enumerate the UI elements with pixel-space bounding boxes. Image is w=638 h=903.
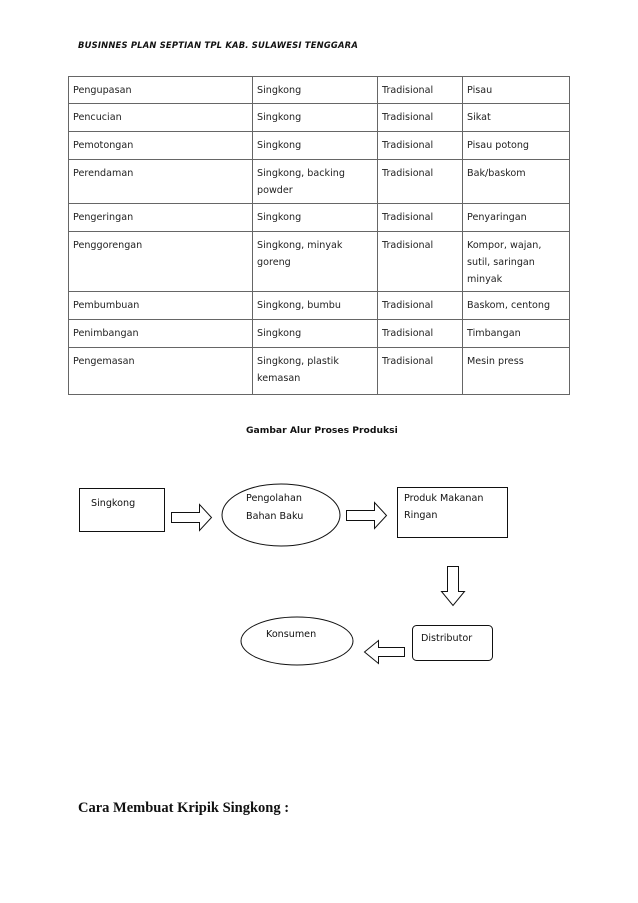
table-cell-tool: Baskom, centong <box>463 292 570 320</box>
table-cell-material: Singkong, bumbu <box>253 292 378 320</box>
table-cell-method: Tradisional <box>378 132 463 160</box>
table-cell-process: Pemotongan <box>69 132 253 160</box>
table-cell-material: Singkong, backing powder <box>253 160 378 204</box>
table-cell-process: Pengupasan <box>69 77 253 104</box>
node-label-konsumen: Konsumen <box>266 629 317 640</box>
table-cell-material: Singkong <box>253 104 378 132</box>
table-cell-method: Tradisional <box>378 104 463 132</box>
arrow-right-icon <box>347 503 387 529</box>
table-cell-tool: Bak/baskom <box>463 160 570 204</box>
node-label-ringan: Ringan <box>404 510 438 521</box>
table-cell-method: Tradisional <box>378 348 463 395</box>
table-cell-tool: Pisau potong <box>463 132 570 160</box>
node-label-produk-makanan: Produk Makanan <box>404 493 484 504</box>
table-cell-tool: Kompor, wajan, sutil, saringan minyak <box>463 232 570 292</box>
table-cell-process: Pembumbuan <box>69 292 253 320</box>
table-cell-tool: Penyaringan <box>463 204 570 232</box>
table-cell-process: Penggorengan <box>69 232 253 292</box>
table-cell-method: Tradisional <box>378 292 463 320</box>
table-cell-process: Penimbangan <box>69 320 253 348</box>
page-header: BUSINNES PLAN SEPTIAN TPL KAB. SULAWESI TENGGARA <box>78 40 358 50</box>
table-cell-process: Pengemasan <box>69 348 253 395</box>
arrow-left-icon <box>365 641 405 664</box>
table-cell-method: Tradisional <box>378 77 463 104</box>
table-cell-material: Singkong, plastik kemasan <box>253 348 378 395</box>
table-cell-method: Tradisional <box>378 160 463 204</box>
node-label-distributor: Distributor <box>421 633 473 644</box>
section-heading: Cara Membuat Kripik Singkong : <box>78 800 290 816</box>
table-cell-process: Pencucian <box>69 104 253 132</box>
table-cell-material: Singkong <box>253 320 378 348</box>
table-cell-tool: Mesin press <box>463 348 570 395</box>
table-cell-material: Singkong <box>253 77 378 104</box>
table-cell-tool: Sikat <box>463 104 570 132</box>
table-cell-material: Singkong, minyak goreng <box>253 232 378 292</box>
node-label-singkong: Singkong <box>91 498 136 509</box>
arrow-right-icon <box>172 505 212 531</box>
table-cell-method: Tradisional <box>378 320 463 348</box>
table-cell-method: Tradisional <box>378 232 463 292</box>
table-cell-material: Singkong <box>253 132 378 160</box>
table-cell-process: Perendaman <box>69 160 253 204</box>
table-cell-method: Tradisional <box>378 204 463 232</box>
table-cell-process: Pengeringan <box>69 204 253 232</box>
node-label-bahan-baku: Bahan Baku <box>246 511 304 522</box>
table-cell-material: Singkong <box>253 204 378 232</box>
arrow-down-icon <box>442 567 465 606</box>
figure-caption: Gambar Alur Proses Produksi <box>246 425 398 436</box>
table-cell-tool: Timbangan <box>463 320 570 348</box>
table-cell-tool: Pisau <box>463 77 570 104</box>
node-label-pengolahan: Pengolahan <box>246 493 302 504</box>
